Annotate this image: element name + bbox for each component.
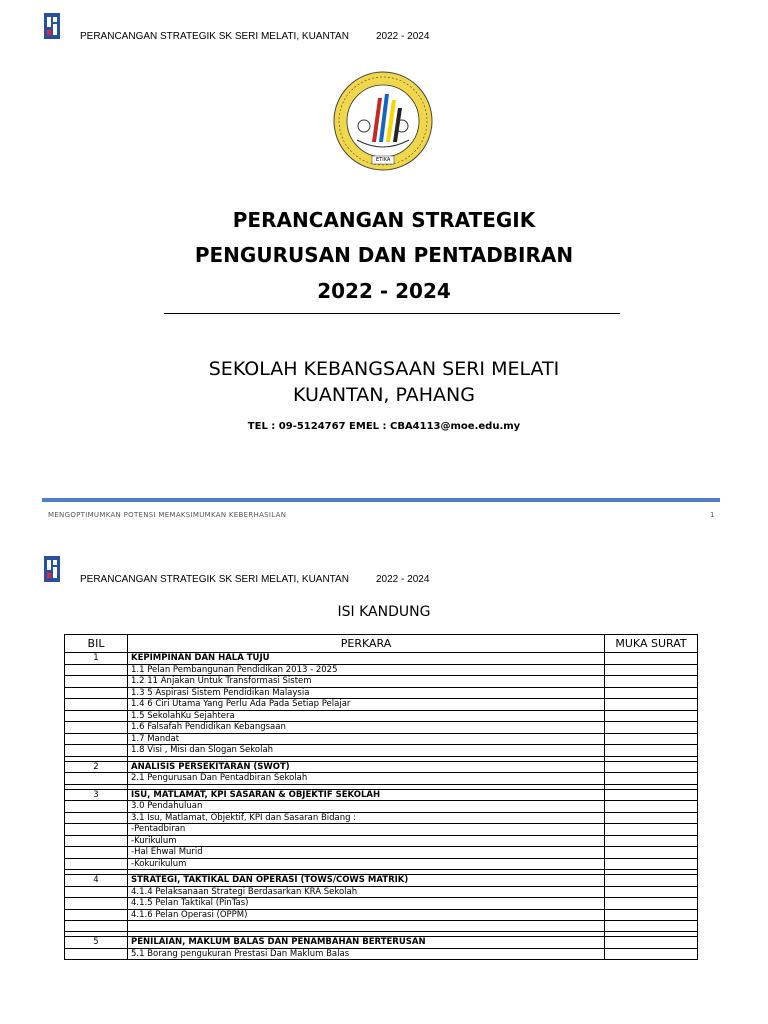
table-row [65,773,698,785]
section-item: 1.6 Falsafah Pendidikan Kebangsaan [128,722,605,734]
table-row [65,847,698,859]
page-number-cell [605,773,698,785]
section-item: 1.5 SekolahKu Sejahtera [128,710,605,722]
bil-cell [65,948,128,960]
page-number-cell [605,824,698,836]
contact-info: TEL : 09-5124767 EMEL : CBA4113@moe.edu.my [247,421,521,432]
page-number-cell [605,676,698,688]
section-title: ANALISIS PERSEKITARAN (SWOT) [128,761,605,773]
table-row [65,801,698,813]
section-title: ISU, MATLAMAT, KPI SASARAN & OBJEKTIF SEKOLAH [128,789,605,801]
bil-cell: 5 [65,937,128,949]
bil-cell: 2 [65,761,128,773]
section-item: 1.7 Mandat [128,733,605,745]
doc-title-line-2: PENGURUSAN DAN PENTADBIRAN [194,243,574,267]
section-title: KEPIMPINAN DAN HALA TUJU [128,653,605,665]
page-number-cell [605,909,698,921]
bil-cell [65,699,128,711]
page-number-cell [605,948,698,960]
table-row [65,875,698,887]
section-item: 4.1.5 Pelan Taktikal (PinTas) [128,898,605,910]
table-row [65,789,698,801]
table-row [65,676,698,688]
table-row [65,948,698,960]
section-item: 1.1 Pelan Pembangunan Pendidikan 2013 - 2025 [128,664,605,676]
table-row [65,898,698,910]
bil-cell [65,847,128,859]
bil-cell [65,687,128,699]
doc-title-line-1: PERANCANGAN STRATEGIK [232,208,536,232]
section-item: -Pentadbiran [128,824,605,836]
page-number-cell [605,722,698,734]
table-row [65,653,698,665]
bil-cell [65,664,128,676]
footer-rule [42,498,720,502]
bil-cell [65,909,128,921]
page-number-cell [605,789,698,801]
page-number-cell [605,898,698,910]
page-number-cell [605,858,698,870]
page-number-cell [605,745,698,757]
page-number-cell [605,664,698,676]
section-item: 1.4 6 Ciri Utama Yang Perlu Ada Pada Setiap Pelajar [128,699,605,711]
table-row [65,921,698,932]
section-item: 2.1 Pengurusan Dan Pentadbiran Sekolah [128,773,605,785]
school-crest-icon [332,70,434,176]
bil-cell: 1 [65,653,128,665]
table-row [65,824,698,836]
table-row [65,812,698,824]
page-number-cell [605,921,698,932]
doc-title-line-3: 2022 - 2024 [317,279,451,303]
page-number-cell [605,653,698,665]
bil-cell [65,858,128,870]
section-item: -Kokurikulum [128,858,605,870]
table-row [65,733,698,745]
table-row [65,835,698,847]
page-number-cell [605,875,698,887]
col-header-bil: BIL [65,635,128,653]
bil-cell: 4 [65,875,128,887]
table-row [65,664,698,676]
title-divider [164,313,620,314]
section-item: 1.3 5 Aspirasi Sistem Pendidikan Malaysia [128,687,605,699]
section-item: 3.0 Pendahuluan [128,801,605,813]
section-title: PENILAIAN, MAKLUM BALAS DAN PENAMBAHAN BERTERUSAN [128,937,605,949]
section-item: 3.1 Isu, Matlamat, Objektif, KPI dan Sasaran Bidang : [128,812,605,824]
toc-table [64,634,698,960]
bil-cell [65,733,128,745]
page-number-cell [605,710,698,722]
toc-header-row [65,635,698,653]
page-number-cell [605,687,698,699]
bil-cell [65,886,128,898]
section-item: -Hal Ehwal Murid [128,847,605,859]
bil-cell [65,722,128,734]
page-number-cell [605,886,698,898]
page-number-cell [605,801,698,813]
section-item: 1.8 Visi , Misi dan Slogan Sekolah [128,745,605,757]
section-title: STRATEGI, TAKTIKAL DAN OPERASI (TOWS/COWS MATRIK) [128,875,605,887]
table-row [65,858,698,870]
table-row [65,699,698,711]
page-number-cell [605,761,698,773]
ministry-logo-icon [44,556,60,586]
toc-heading: ISI KANDUNG [337,604,431,620]
bil-cell [65,824,128,836]
ministry-logo-icon [44,13,60,43]
header-years: 2022 - 2024 [376,31,430,42]
bil-cell [65,773,128,785]
section-item: 1.2 11 Anjakan Untuk Transformasi Sistem [128,676,605,688]
header-years: 2022 - 2024 [376,574,430,585]
bil-cell [65,676,128,688]
page-number-cell [605,835,698,847]
section-item: 5.1 Borang pengukuran Prestasi Dan Maklum Balas [128,948,605,960]
page-number-cell [605,812,698,824]
page-number-cell [605,699,698,711]
table-row [65,937,698,949]
school-name-line-1: SEKOLAH KEBANGSAAN SERI MELATI [208,358,560,380]
col-header-muka-surat: MUKA SURAT [605,635,698,653]
page-number-cell [605,733,698,745]
col-header-perkara: PERKARA [128,635,605,653]
table-row [65,886,698,898]
table-row [65,761,698,773]
bil-cell [65,898,128,910]
section-item [128,921,605,932]
table-row [65,909,698,921]
page-number-cell [605,937,698,949]
bil-cell [65,921,128,932]
bil-cell: 3 [65,789,128,801]
table-row [65,710,698,722]
table-row [65,722,698,734]
footer-tagline: MENGOPTIMUMKAN POTENSI MEMAKSIMUMKAN KEBERHASILAN [48,511,287,519]
table-row [65,687,698,699]
bil-cell [65,801,128,813]
table-row [65,745,698,757]
bil-cell [65,812,128,824]
bil-cell [65,710,128,722]
footer-page-number: 1 [710,511,715,519]
crest-motto: ETIKA [376,157,391,163]
header-title: PERANCANGAN STRATEGIK SK SERI MELATI, KUANTAN [80,574,349,585]
section-item: 4.1.6 Pelan Operasi (OPPM) [128,909,605,921]
header-title: PERANCANGAN STRATEGIK SK SERI MELATI, KUANTAN [80,31,349,42]
section-item: -Kurikulum [128,835,605,847]
page-number-cell [605,847,698,859]
bil-cell [65,835,128,847]
bil-cell [65,745,128,757]
school-name-line-2: KUANTAN, PAHANG [293,384,475,406]
section-item: 4.1.4 Pelaksanaan Strategi Berdasarkan KRA Sekolah [128,886,605,898]
